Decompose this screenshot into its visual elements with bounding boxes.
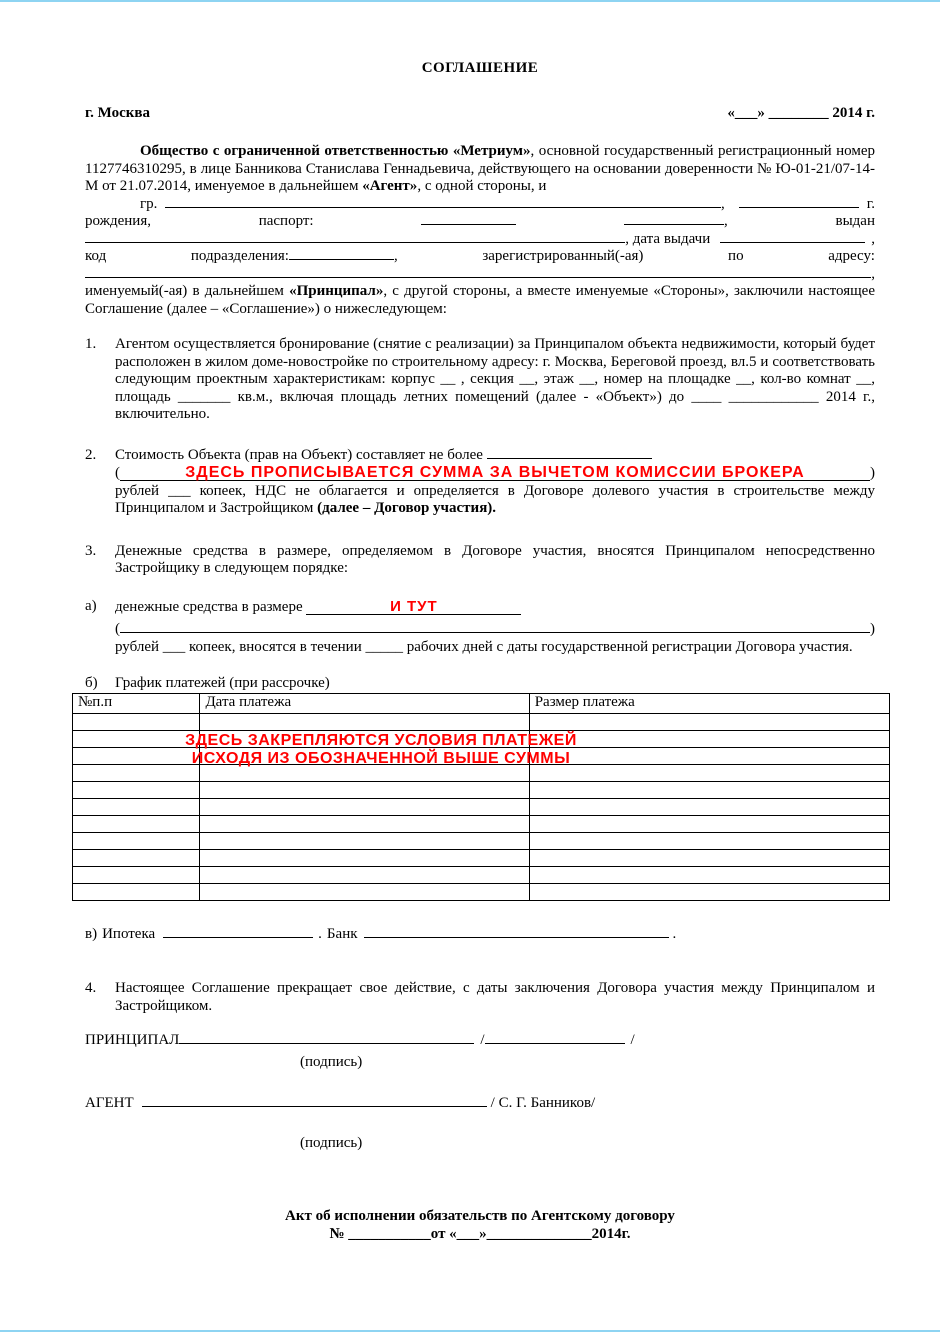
payment-table-cell (73, 866, 200, 883)
payment-table-cell (529, 798, 889, 815)
paren-close: ) (870, 465, 875, 481)
agent-signature-caption: (подпись) (300, 1134, 363, 1151)
item-a-amount-words-line (115, 616, 875, 639)
agent-signature-row (85, 1095, 875, 1113)
preamble-tail: , с одной стороны, и (417, 178, 547, 194)
payment-table-cell (529, 713, 889, 730)
birth-word: рождения, (85, 213, 151, 229)
passport-number-blank-field (624, 224, 724, 225)
item-v-label: в) (85, 925, 98, 942)
clause-3-item-b (85, 675, 875, 693)
payment-table-row (73, 781, 890, 798)
amount-annotation: И ТУТ (390, 597, 438, 615)
agent-signature-blank-field (142, 1106, 487, 1107)
principal-line-5 (85, 266, 875, 284)
gr-label: гр. (140, 195, 158, 212)
division-code-blank-field (289, 259, 394, 260)
col-header-payment-date: Дата платежа (200, 693, 529, 713)
comma: , (393, 248, 398, 264)
payment-table-cell (529, 849, 889, 866)
issue-date-blank-field (720, 242, 865, 243)
clause-3-item-v (85, 926, 875, 944)
agreement-document (78, 60, 875, 1243)
item-a-intro: денежные средства в размере (115, 598, 303, 615)
clause-2 (85, 447, 875, 518)
dot: . (318, 925, 322, 942)
payment-table-cell (73, 815, 200, 832)
clause-3 (85, 543, 875, 578)
birthdate-blank-field (739, 207, 859, 208)
payment-table-cell (73, 798, 200, 815)
preamble-paragraph (85, 143, 875, 196)
payment-table-row (73, 866, 890, 883)
principal-signature-row (85, 1032, 875, 1050)
clause-2-intro: Стоимость Объекта (прав на Объект) составляет не более (115, 446, 483, 463)
payment-table-row (73, 849, 890, 866)
payment-table-cell (529, 883, 889, 900)
clause-1 (85, 336, 875, 424)
amount-words-blank-field (120, 616, 870, 633)
comma: , (721, 195, 725, 212)
clause-2-amount-line (115, 464, 875, 483)
city-label: г. Москва (85, 104, 150, 121)
passport-series-blank-field (421, 224, 516, 225)
principal-line-1 (85, 196, 875, 214)
payment-table-cell (73, 713, 200, 730)
agent-name: / С. Г. Банников/ (490, 1095, 596, 1111)
principal-line-4 (85, 248, 875, 266)
item-b-label: б) (85, 675, 98, 691)
payment-schedule-table-wrap (72, 693, 890, 901)
payment-table-cell (529, 781, 889, 798)
col-header-payment-size: Размер платежа (529, 693, 889, 713)
clause-3-item-a (85, 598, 875, 657)
code-word: код (85, 248, 107, 264)
slash: / (480, 1032, 485, 1048)
clause-2-number: 2. (85, 446, 97, 463)
bank-blank-field (364, 937, 669, 938)
payment-table-cell (200, 866, 529, 883)
closing-post: , с другой стороны, а вместе именуемые «Стороны», заключили настоящее Соглашение (далее – «Соглашение») о нижеследующем: (85, 283, 875, 317)
act-footer-title: Акт об исполнении обязательств по Агентскому договору (285, 1208, 675, 1224)
paren-open: ( (115, 621, 120, 637)
amount-blank-field (306, 598, 521, 615)
clause-1-text: Агентом осуществляется бронирование (снятие с реализации) за Принципалом объекта недвижимости, который будет расположен в жилом доме-новостройке по строительному адресу: г. Москва, Береговой проезд, вл.5 и соответствовать следующим проектным характеристикам: корпус __ , секция __, этаж __, номер на площадке __, кол-во комнат __, площадь _______ кв.м., включая площадь летних помещений (далее - «Объект») до ____ ____________ 2014 г., включительно. (115, 336, 875, 422)
payment-table-cell (73, 781, 200, 798)
po-word: по (728, 248, 744, 264)
agent-term: «Агент» (362, 178, 418, 194)
payment-table-row (73, 883, 890, 900)
principal-signature-blank-field (179, 1043, 474, 1044)
act-footer (85, 1208, 875, 1243)
address-blank-field (85, 277, 871, 278)
payment-table-cell (200, 798, 529, 815)
item-b-text: График платежей (при рассрочке) (115, 675, 330, 691)
object-price-blank-field (487, 458, 652, 459)
date-blank-line: «___» ________ 2014 г. (727, 104, 875, 121)
mortgage-blank-field (163, 937, 313, 938)
item-a-label: а) (85, 597, 97, 614)
payment-table-cell (200, 815, 529, 832)
principal-name-blank-field (485, 1043, 625, 1044)
principal-identity-block (85, 196, 875, 319)
bank-label: Банк (326, 925, 358, 942)
issue-date-label: , дата выдачи (625, 230, 711, 247)
document-title: СОГЛАШЕНИЕ (421, 60, 539, 76)
clause-2-intro-line (115, 447, 875, 465)
issued-word: выдан (835, 213, 875, 229)
company-name: Общество с ограниченной ответственностью «Метриум» (140, 143, 531, 159)
clause-2-tail (115, 483, 875, 518)
dot: . (672, 925, 677, 942)
comma: , (871, 265, 875, 282)
fullname-blank-field (165, 207, 721, 208)
payment-table-cell (529, 832, 889, 849)
paren-close: ) (870, 621, 875, 637)
col-header-number: №п.п (73, 693, 200, 713)
clause-1-number: 1. (85, 336, 97, 352)
clause-3-number: 3. (85, 542, 97, 559)
principal-signature-label: ПРИНЦИПАЛ (85, 1032, 180, 1048)
payment-table-row (73, 713, 890, 730)
item-a-intro-line (115, 598, 875, 617)
clause-4-number: 4. (85, 980, 97, 996)
principal-line-3 (85, 231, 875, 249)
principal-closing-paragraph (85, 283, 875, 318)
clause-4 (85, 980, 875, 1015)
issuer-blank-field (85, 242, 625, 243)
city-date-row (85, 105, 875, 123)
mortgage-label: Ипотека (102, 925, 156, 942)
clauses-list (78, 336, 875, 1015)
payment-table-cell (200, 883, 529, 900)
payment-table-cell (529, 815, 889, 832)
division-label: подразделения: (190, 248, 289, 264)
payment-table-header-row (73, 693, 890, 713)
clause-4-text: Настоящее Соглашение прекращает свое действие, с даты заключения Договора участия между Принципалом и Застройщиком. (115, 980, 875, 1014)
slash: / (630, 1032, 635, 1048)
payment-terms-annotation-line-1: ЗДЕСЬ ЗАКРЕПЛЯЮТСЯ УСЛОВИЯ ПЛАТЕЖЕЙ (185, 731, 577, 749)
payment-terms-annotation-line-2: ИСХОДЯ ИЗ ОБОЗНАЧЕННОЙ ВЫШЕ СУММЫ (191, 749, 571, 767)
principal-term: «Принципал» (289, 283, 384, 299)
year-suffix: г. (866, 195, 875, 212)
item-a-tail: рублей ___ копеек, вносятся в течении _____ рабочих дней с даты государственной регистрации Договора участия. (115, 638, 853, 655)
address-label: адресу: (828, 248, 875, 264)
payment-schedule-table (72, 693, 890, 901)
principal-line-2 (85, 213, 875, 231)
agent-signature-label: АГЕНТ (85, 1095, 134, 1111)
paren-open: ( (115, 465, 120, 481)
clause-2-tail-text: рублей ___ копеек, НДС не облагается и определяется в Договоре долевого участия в строительстве между Принципалом и Застройщиком (115, 482, 875, 516)
preamble-text: , основной государственный регистрационный номер 1127746310295, в лице Банникова Станислава Геннадьевича, действующего на основании доверенности № Ю-01-21/07-14-М от 21.07.2014, именуемое в дальнейшем (85, 143, 875, 194)
principal-signature-caption: (подпись) (300, 1053, 363, 1070)
payment-table-row (73, 815, 890, 832)
registered-word: зарегистрированный(-ая) (482, 248, 644, 264)
payment-table-cell (200, 781, 529, 798)
closing-pre: именуемый(-ая) в дальнейшем (85, 283, 290, 299)
payment-table-cell (200, 832, 529, 849)
comma: , (724, 213, 728, 229)
payment-table-row (73, 832, 890, 849)
clause-3-text: Денежные средства в размере, определяемом в Договоре участия, вносятся Принципалом непосредственно Застройщику в следующем порядке: (115, 542, 875, 576)
payment-table-cell (73, 883, 200, 900)
passport-label: паспорт: (258, 213, 314, 229)
payment-table-cell (200, 849, 529, 866)
comma: , (871, 230, 875, 247)
broker-commission-annotation: ЗДЕСЬ ПРОПИСЫВАЕТСЯ СУММА ЗА ВЫЧЕТОМ КОМИССИИ БРОКЕРА (185, 464, 805, 481)
payment-table-cell (73, 832, 200, 849)
payment-table-row (73, 798, 890, 815)
payment-table-cell (200, 713, 529, 730)
page-top-edge (0, 0, 940, 2)
payment-table-cell (73, 849, 200, 866)
payment-table-cell (529, 866, 889, 883)
act-footer-number-line: № ___________от «___»______________2014г. (329, 1225, 631, 1242)
dogovor-term: (далее – Договор участия). (317, 500, 497, 516)
